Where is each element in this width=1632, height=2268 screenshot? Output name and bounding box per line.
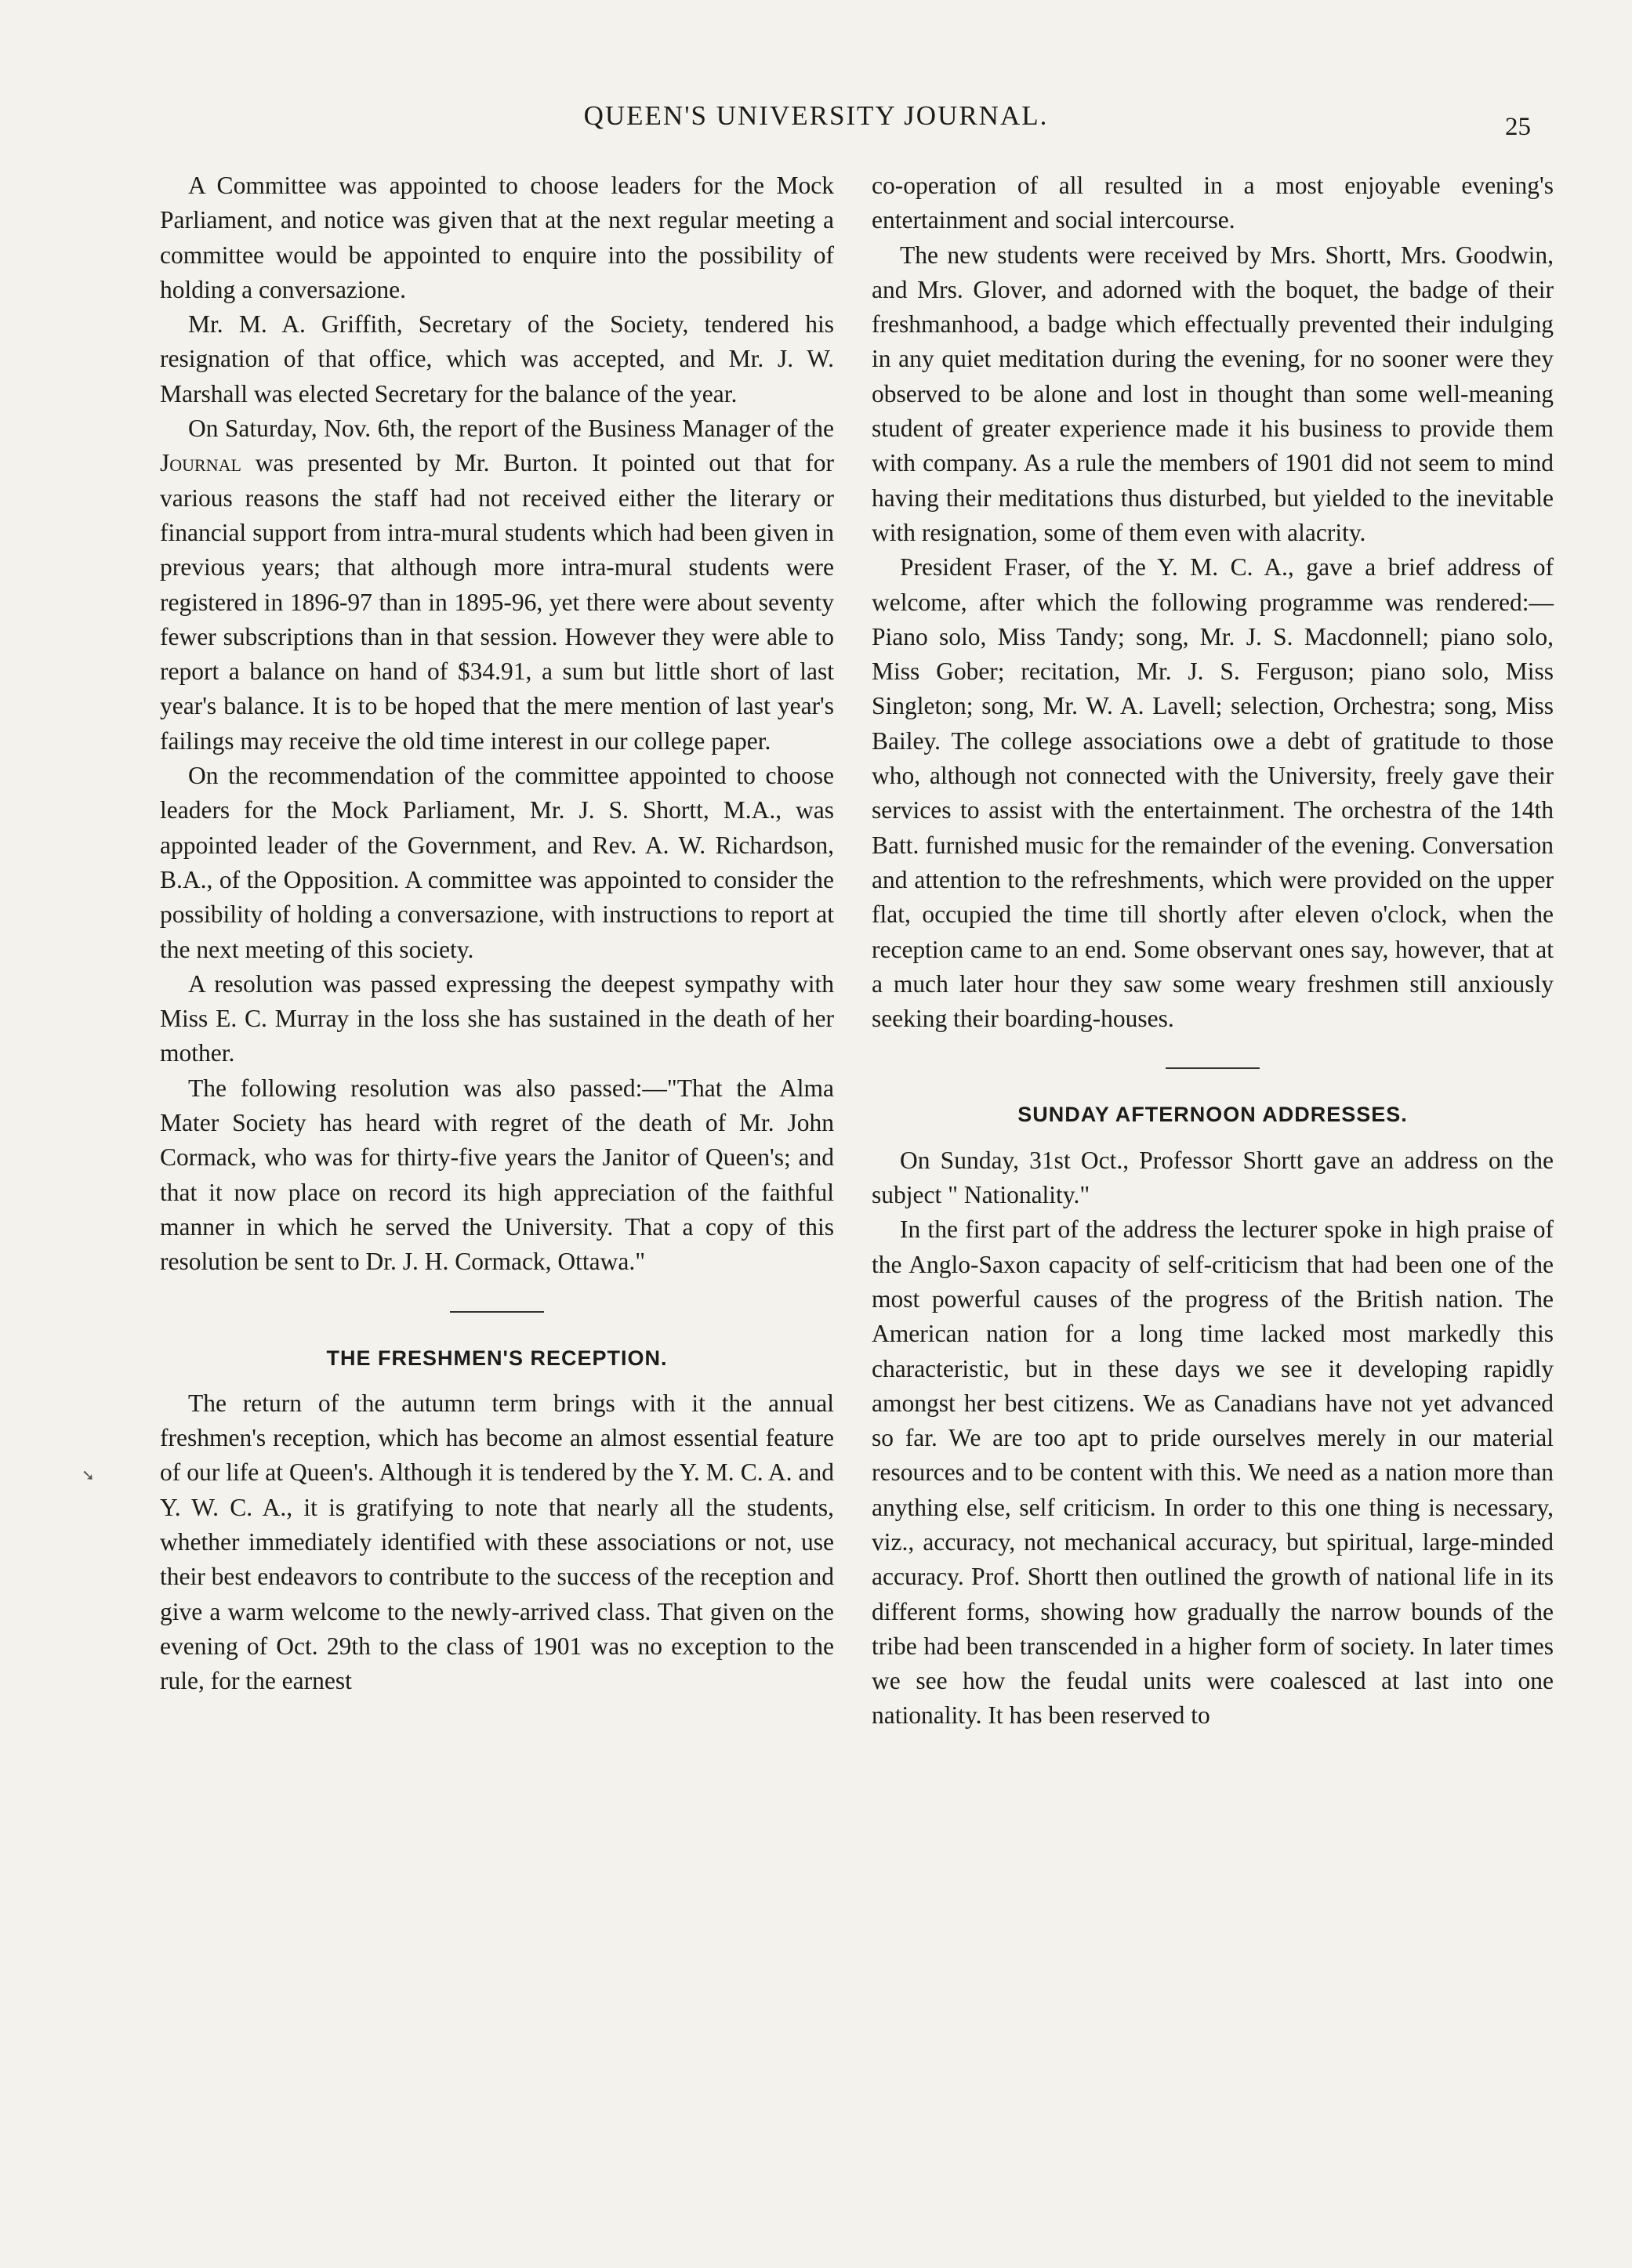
section-heading-sunday: SUNDAY AFTERNOON ADDRESSES. [1017, 1103, 1408, 1127]
page-number: 25 [1505, 113, 1531, 141]
paragraph-nationality-intro: On Sunday, 31st Oct., Professor Shortt gave an address on the subject " Nationality." [872, 1146, 1554, 1209]
paragraph-sympathy: A resolution was passed expressing the deepest sympathy with Miss E. C. Murray in the loss she has sustained in the death of her mother. [160, 969, 834, 1067]
paragraph-continued: co-operation of all resulted in a most enjoyable evening's entertainment and social intercourse. [872, 172, 1554, 234]
section-divider [450, 1311, 544, 1313]
paragraph-programme: President Fraser, of the Y. M. C. A., gave a brief address of welcome, after which the following programme was rendered:—Piano solo, Miss Tandy; song, Mr. J. S. Macdonnell; piano solo, Miss Gober; recitation, Mr. J. S. Ferguson; piano solo, Miss Singleton; song, Mr. W. A. Lavell; selection, Orchestra; song, Miss Bailey. The college associations owe a debt of gratitude to those who, although not connected with the University, freely gave their services to assist with the entertainment. The orchestra of the 14th Batt. furnished music for the remainder of the evening. Conversation and attention to the refreshments, which were provided on the upper flat, occupied the time till shortly after eleven o'clock, when the reception came to an end. Some observant ones say, however, that at a much later hour they saw some weary freshmen still anxiously seeking their boarding-houses. [872, 553, 1554, 1033]
journal-name: Journal [160, 449, 241, 477]
paragraph-mock-parliament: On the recommendation of the committee appointed to choose leaders for the Mock Parliament, Mr. J. S. Shortt, M.A., was appointed leader of the Government, and Rev. A. W. Richardson, B.A., of the Opposition. A committee was appointed to consider the possibility of holding a conversazione, with instructions to report at the next meeting of this society. [160, 762, 834, 963]
running-head: QUEEN'S UNIVERSITY JOURNAL. [583, 100, 1049, 131]
section-divider [1166, 1067, 1260, 1069]
left-column [160, 168, 834, 1698]
paragraph-committee: A Committee was appointed to choose leaders for the Mock Parliament, and notice was given that at the next regular meeting a committee would be appointed to enquire into the possibility of holding a conversazione. [160, 172, 834, 303]
text-fragment: was presented by Mr. Burton. It pointed out that for various reasons the staff had not received either the literary or financial support from intra-mural students which had been given in previous years; that although more intra-mural students were registered in 1896-97 than in 1895-96, yet there were about seventy fewer subscriptions than in that session. However they were able to report a balance on hand of $34.91, a sum but little short of last year's balance. It is to be hoped that the mere mention of last year's failings may receive the old time interest in our college paper. [160, 449, 835, 755]
paragraph-business-report [160, 411, 834, 759]
paragraph-nationality-body: In the first part of the address the lecturer spoke in high praise of the Anglo-Saxon capacity of self-criticism that had been one of the most powerful causes of the progress of the British nation. The American nation for a long time lacked most markedly this characteristic, but in these days we see it developing rapidly amongst her best citizens. We as Canadians have not yet advanced so far. We are too apt to pride ourselves merely in our material resources and to be content with this. We need as a nation more than anything else, self criticism. In order to this one thing is necessary, viz., accuracy, not mechanical accuracy, but spiritual, large-minded accuracy. Prof. Shortt then outlined the growth of national life in its different forms, showing how gradually the narrow bounds of the tribe had been transcended in a higher form of society. In later times we see how the feudal units were coalesced at last into one nationality. It has been reserved to [872, 1216, 1554, 1730]
paragraph-resolution: The following resolution was also passed:—"That the Alma Mater Society has heard with regret of the death of Mr. John Cormack, who was for thirty-five years the Janitor of Queen's; and that it now place on record its high appreciation of the faithful manner in which he served the University. That a copy of this resolution be sent to Dr. J. H. Cormack, Ottawa." [160, 1074, 834, 1276]
margin-mark-icon: ➘ [82, 1467, 95, 1484]
text-fragment: On Saturday, Nov. 6th, the report of the Business Manager of the [188, 415, 834, 443]
section-heading-freshmen: THE FRESHMEN'S RECEPTION. [326, 1346, 668, 1370]
paragraph-new-students: The new students were received by Mrs. Shortt, Mrs. Goodwin, and Mrs. Glover, and adorned with the boquet, the badge of their freshmanhood, a badge which effectually prevented their indulging in any quiet meditation during the evening, for no sooner were they observed to be alone and lost in thought than some well-meaning student of greater experience made it his business to provide them with company. As a rule the members of 1901 did not seem to mind having their meditations thus disturbed, but yielded to the inevitable with resignation, some of them even with alacrity. [872, 241, 1554, 546]
paragraph-freshmen-reception: The return of the autumn term brings with it the annual freshmen's reception, which has become an almost essential feature of our life at Queen's. Although it is tendered by the Y. M. C. A. and Y. W. C. A., it is gratifying to note that nearly all the students, whether immediately identified with these associations or not, use their best endeavors to contribute to the success of the reception and give a warm welcome to the newly-arrived class. That given on the evening of Oct. 29th to the class of 1901 was no exception to the rule, for the earnest [160, 1389, 834, 1695]
right-column [872, 168, 1554, 1734]
paragraph-secretary: Mr. M. A. Griffith, Secretary of the Society, tendered his resignation of that office, which was accepted, and Mr. J. W. Marshall was elected Secretary for the balance of the year. [160, 310, 834, 408]
